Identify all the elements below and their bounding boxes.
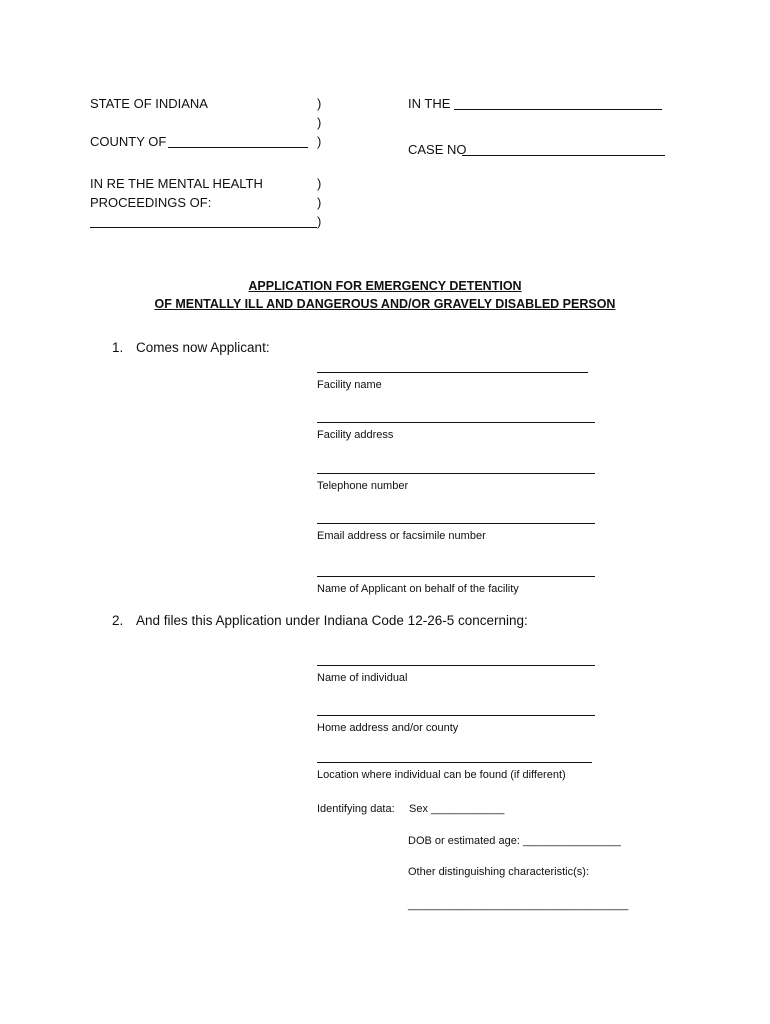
section1-number: 1. — [112, 340, 124, 355]
section2-text: And files this Application under Indiana Code 12-26-5 concerning: — [136, 613, 528, 628]
caption-paren: ) — [317, 96, 322, 111]
home-address-caption: Home address and/or county — [317, 722, 459, 734]
sex-field[interactable]: Sex ____________ — [409, 803, 505, 815]
telephone-field[interactable] — [317, 473, 595, 492]
telephone-caption: Telephone number — [317, 480, 409, 492]
in-re-line2: PROCEEDINGS OF: — [90, 195, 212, 210]
document-title-line1: APPLICATION FOR EMERGENCY DETENTION — [248, 279, 522, 293]
caption-paren: ) — [317, 195, 322, 210]
home-address-field[interactable] — [317, 715, 595, 734]
facility-address-field[interactable] — [317, 422, 595, 441]
other-characteristics-label: Other distinguishing characteristic(s): — [408, 866, 589, 878]
facility-address-caption: Facility address — [317, 429, 394, 441]
county-label: COUNTY OF — [90, 134, 167, 149]
location-caption: Location where individual can be found (if different) — [317, 769, 566, 781]
state-label: STATE OF INDIANA — [90, 96, 208, 111]
other-characteristics-blank[interactable]: ____________________________________ — [408, 899, 629, 911]
county-blank[interactable] — [168, 147, 308, 148]
individual-name-field[interactable] — [317, 665, 595, 684]
court-blank[interactable] — [454, 109, 662, 110]
dob-field[interactable]: DOB or estimated age: ________________ — [408, 835, 621, 847]
caption-paren: ) — [317, 134, 322, 149]
section2-number: 2. — [112, 613, 124, 628]
section1-text: Comes now Applicant: — [136, 340, 270, 355]
in-the-label: IN THE — [408, 96, 451, 111]
applicant-name-caption: Name of Applicant on behalf of the facility — [317, 583, 519, 595]
in-re-line1: IN RE THE MENTAL HEALTH — [90, 176, 263, 191]
caption-paren: ) — [317, 214, 322, 229]
individual-name-caption: Name of individual — [317, 672, 408, 684]
identifying-data-label: Identifying data: — [317, 803, 395, 815]
location-field[interactable] — [317, 762, 592, 781]
facility-name-field[interactable] — [317, 372, 588, 391]
respondent-name-blank[interactable] — [90, 227, 317, 228]
facility-name-caption: Facility name — [317, 379, 382, 391]
email-fax-field[interactable] — [317, 523, 595, 542]
case-no-blank[interactable] — [462, 155, 665, 156]
caption-paren: ) — [317, 115, 322, 130]
email-fax-caption: Email address or facsimile number — [317, 530, 486, 542]
case-no-label: CASE NO — [408, 142, 467, 157]
document-title-line2: OF MENTALLY ILL AND DANGEROUS AND/OR GRAVELY DISABLED PERSON — [154, 297, 616, 311]
applicant-name-field[interactable] — [317, 576, 595, 595]
caption-paren: ) — [317, 176, 322, 191]
